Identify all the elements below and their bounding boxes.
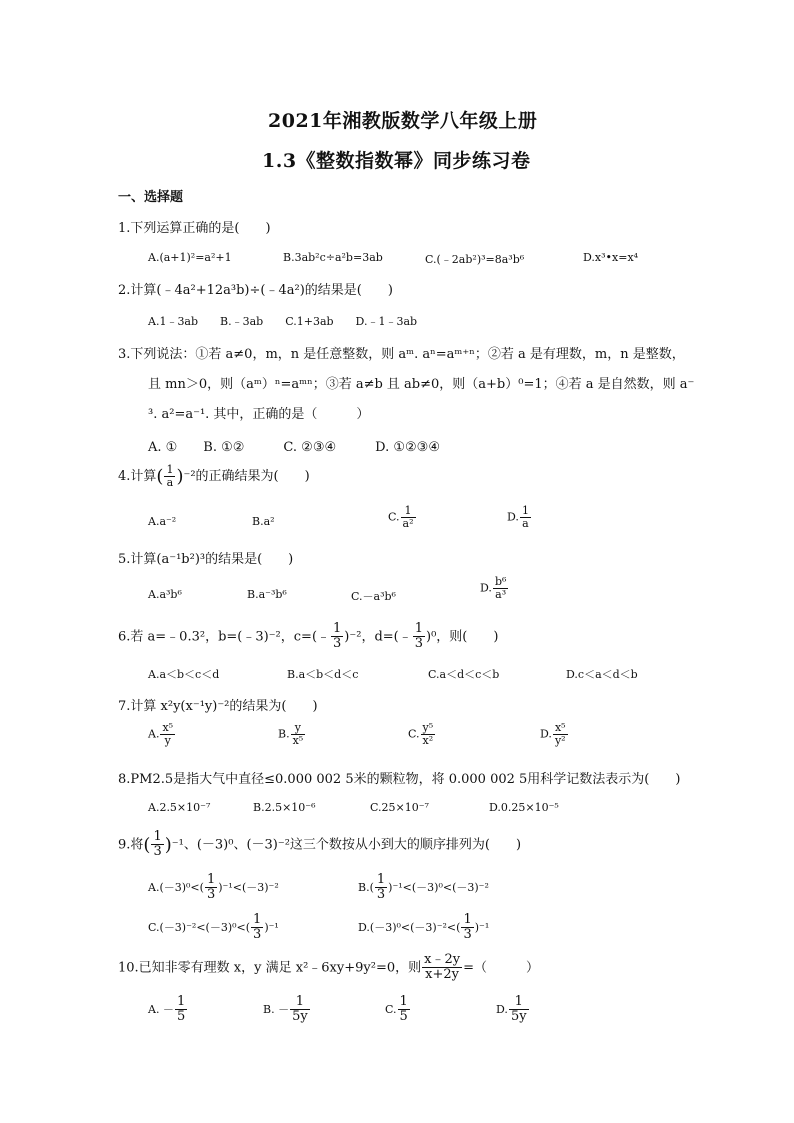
question-10-suffix: =（ ） [463,960,539,976]
option-label: D. [540,727,552,741]
question-4-option-c [388,505,417,530]
question-6-option-b: B.a＜b＜d＜c [287,668,359,681]
fraction-numerator: x⁵ [162,721,174,734]
left-paren: ( [156,466,164,488]
question-1-option-b: B.3ab²c÷a²b=3ab [283,251,383,264]
question-1-stem: 1.下列运算正确的是( ) [118,221,271,236]
option-text: B.( [358,880,374,894]
question-7-option-a [148,722,176,747]
question-8-option-b: B.2.5×10⁻⁶ [253,801,316,814]
option-fraction [251,913,263,943]
option-fraction [509,995,529,1025]
question-6-fraction-c [331,622,343,652]
question-6-stem [118,622,498,652]
question-5-option-a: A.a³b⁶ [148,588,182,601]
fraction-numerator: 1 [166,463,174,476]
fraction-numerator: 1 [290,995,310,1010]
question-3-options: A. ① B. ①② C. ②③④ D. ①②③④ [148,440,440,455]
option-label: A. [148,727,160,741]
option-fraction [160,722,175,747]
option-label: B. － [263,1002,290,1016]
fraction-numerator: 1 [153,829,162,844]
option-label: C. [408,727,420,741]
fraction-numerator: 1 [463,912,472,927]
fraction-denominator: a [522,517,529,531]
option-text: D.(－3)⁰<(－3)⁻²<( [358,920,461,934]
option-text: )⁻¹ [474,920,490,934]
fraction-denominator: 3 [153,844,162,860]
section-heading: 一、选择题 [118,190,184,205]
question-5-option-c: C.－a³b⁶ [351,590,396,603]
question-4-option-a: A.a⁻² [148,515,177,528]
fraction-numerator: 1 [376,872,386,887]
question-10-option-a [148,995,188,1025]
question-5-option-b: B.a⁻³b⁶ [247,588,287,601]
fraction-denominator: 3 [463,927,472,943]
question-4-prefix: 4.计算 [118,469,157,485]
fraction-denominator: 3 [376,887,386,903]
question-7-option-c [408,722,436,747]
fraction-denominator: 5y [510,1009,527,1025]
question-9-option-b [358,873,489,903]
fraction-numerator: 1 [521,504,529,517]
question-3-line-3: ³. a²=a⁻¹. 其中，正确的是（ ） [148,407,370,422]
option-label: D. [480,581,492,595]
question-6-fraction-d [413,622,425,652]
fraction-numerator: y⁵ [422,721,434,734]
fraction-denominator: 3 [333,636,342,652]
fraction-numerator: x⁵ [554,721,566,734]
question-9-option-a [148,873,279,903]
fraction-denominator: 3 [253,927,262,943]
question-7-option-b [278,722,306,747]
fraction-numerator: y [291,722,306,735]
question-9-option-c [148,913,279,943]
page-title: 2021年湘教版数学八年级上册 [268,110,538,132]
option-text: C.(－3)⁻²<(－3)⁰<( [148,920,251,934]
fraction-denominator: 5 [399,1009,408,1025]
question-1-option-a: A.(a+1)²=a²+1 [148,251,232,264]
question-7-option-d [540,722,569,747]
question-9-fraction [151,830,163,860]
question-6-option-a: A.a＜b＜c＜d [148,668,220,681]
option-fraction [175,995,187,1025]
question-6-option-c: C.a＜d＜c＜b [428,668,500,681]
option-fraction [421,722,436,747]
fraction-numerator: 1 [399,994,408,1009]
option-text: )⁻¹ [264,920,279,934]
fraction-denominator: y² [554,734,566,748]
option-fraction [461,913,473,943]
fraction-numerator: 1 [176,994,186,1009]
fraction-denominator: x+2y [425,967,460,983]
question-10-stem [118,953,539,983]
question-9-option-d [358,913,489,943]
fraction-denominator: a [166,476,174,490]
fraction-denominator: a³ [495,588,507,602]
option-label: A. － [148,1002,174,1016]
question-10-prefix: 10.已知非零有理数 x，y 满足 x²﹣6xy+9y²=0，则 [118,960,422,976]
option-fraction [401,505,416,530]
question-10-option-b [263,995,311,1025]
option-fraction [290,995,310,1025]
option-fraction [205,873,217,903]
question-10-option-d [496,995,530,1025]
fraction-numerator: 1 [253,912,262,927]
question-5-option-d [480,576,509,601]
question-1-option-c: C.(﹣2ab²)³=8a³b⁶ [425,253,525,266]
question-6-part-2: )⁻²，d=(﹣ [344,629,412,645]
fraction-numerator: b⁶ [494,575,507,588]
fraction-denominator: 3 [414,636,424,652]
option-label: C. [385,1002,397,1016]
option-fraction [375,873,387,903]
option-fraction [291,722,306,747]
fraction-numerator: 1 [333,621,342,636]
question-6-part-1: 6.若 a=﹣0.3²，b=(﹣3)⁻²，c=(﹣ [118,629,331,645]
option-label: D. [507,510,519,524]
question-4-option-d [507,505,532,530]
question-10-option-c [385,995,411,1025]
fraction-denominator: 5y [292,1009,308,1025]
question-8-option-c: C.25×10⁻⁷ [370,801,429,814]
question-4-fraction [164,464,175,489]
fraction-denominator: x⁵ [292,734,304,748]
question-5-stem: 5.计算(a⁻¹b²)³的结果是( ) [118,552,294,567]
option-fraction [520,505,531,530]
question-4-suffix: ⁻²的正确结果为( ) [183,469,310,485]
fraction-numerator: 1 [414,621,424,636]
question-6-part-3: )⁰，则( ) [426,629,499,645]
option-text: )⁻¹<(－3)⁻² [218,880,279,894]
fraction-denominator: x² [422,734,434,748]
right-paren: ) [176,466,184,488]
fraction-numerator: 1 [206,872,216,887]
question-3-line-1: 3.下列说法：①若 a≠0，m，n 是任意整数，则 aᵐ. aⁿ=aᵐ⁺ⁿ；②若 a 是有理数，m，n 是整数， [118,347,685,362]
question-1-option-d: D.x³•x=x⁴ [583,251,639,264]
question-7-stem: 7.计算 x²y(x⁻¹y)⁻²的结果为( ) [118,699,318,714]
question-2-stem: 2.计算(﹣4a²+12a³b)÷(﹣4a²)的结果是( ) [118,283,393,298]
question-3-line-2: 且 mn＞0，则（aᵐ）ⁿ=aᵐⁿ；③若 a≠b 且 ab≠0，则（a+b）⁰=1；④若 a 是自然数，则 a⁻ [148,377,695,392]
question-9-prefix: 9.将 [118,837,144,853]
question-8-option-a: A.2.5×10⁻⁷ [148,801,211,814]
fraction-denominator: a² [402,517,414,531]
option-fraction [493,576,508,601]
fraction-denominator: 5 [176,1009,186,1025]
question-9-suffix: ⁻¹、(－3)⁰、(－3)⁻²这三个数按从小到大的顺序排列为( ) [171,837,522,853]
right-paren: ) [164,834,172,856]
fraction-numerator: x﹣2y [424,952,461,967]
fraction-denominator: 3 [206,887,216,903]
question-4-stem [118,464,310,489]
question-6-option-d: D.c＜a＜d＜b [566,668,638,681]
fraction-numerator: 1 [401,505,416,518]
question-8-option-d: D.0.25×10⁻⁵ [489,801,559,814]
option-fraction [398,995,410,1025]
page-subtitle: 1.3《整数指数幂》同步练习卷 [262,150,531,172]
option-label: C. [388,510,400,524]
option-text: A.(－3)⁰<( [148,880,204,894]
question-10-fraction [422,953,462,983]
option-fraction [553,722,568,747]
left-paren: ( [143,834,151,856]
option-label: D. [496,1002,508,1016]
option-label: B. [278,727,290,741]
option-text: )⁻¹<(－3)⁰<(－3)⁻² [388,880,489,894]
question-9-stem [118,830,521,860]
question-8-stem: 8.PM2.5是指大气中直径≤0.000 002 5米的颗粒物，将 0.000 002 5用科学记数法表示为( ) [118,772,681,787]
fraction-denominator: y [164,734,171,748]
fraction-numerator: 1 [509,995,529,1010]
question-4-option-b: B.a² [252,515,275,528]
question-2-options: A.1﹣3ab B.﹣3ab C.1+3ab D.﹣1﹣3ab [148,315,418,328]
